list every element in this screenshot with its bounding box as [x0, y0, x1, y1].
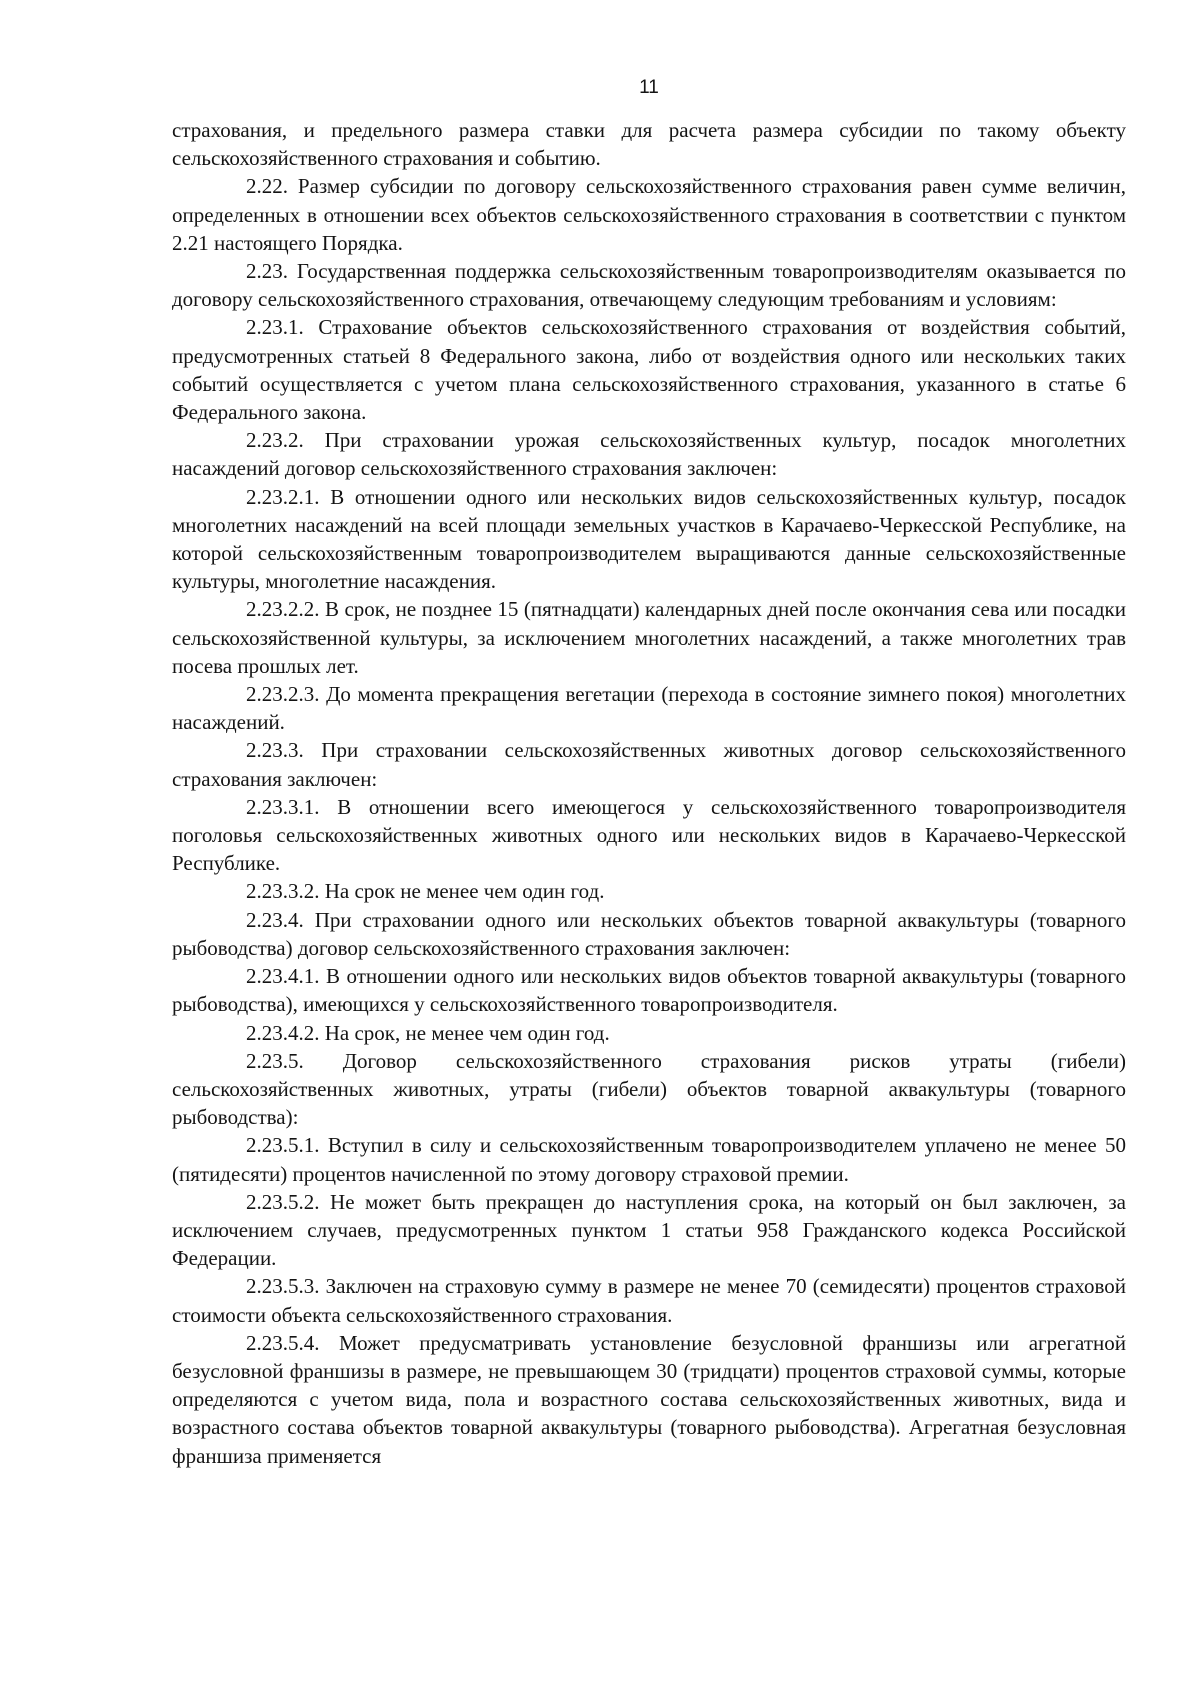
page-number: 11 [639, 77, 659, 98]
paragraph-2-23-1: 2.23.1. Страхование объектов сельскохозяйственного страхования от воздействия событий, предусмотренных статьей 8 Федерального закона, либо от воздействия одного или нескольких таких событий осуществляется с учетом плана сельскохозяйственного страхования, указанного в статье 6 Федерального закона. [172, 315, 1126, 425]
paragraph-2-23-4-2: 2.23.4.2. На срок, не менее чем один год. [246, 1020, 610, 1045]
paragraph-2-23-5-1: 2.23.5.1. Вступил в силу и сельскохозяйственным товаропроизводителем уплачено не менее 50 (пятидесяти) процентов начисленной по этому договору страховой премии. [172, 1133, 1126, 1186]
paragraph-2-23-2-1: 2.23.2.1. В отношении одного или нескольких видов сельскохозяйственных культур, посадок многолетних насаждений на всей площади земельных участков в Карачаево-Черкесской Республике, на которой сельскохозяйственным товаропроизводителем выращиваются данные сельскохозяйственные культуры, многолетние насаждения. [172, 484, 1126, 594]
paragraph-2-23-3-1: 2.23.3.1. В отношении всего имеющегося у сельскохозяйственного товаропроизводителя поголовья сельскохозяйственных животных одного или нескольких видов в Карачаево-Черкесской Республике. [172, 794, 1126, 876]
paragraph-2-23-2: 2.23.2. При страховании урожая сельскохозяйственных культур, посадок многолетних насаждений договор сельскохозяйственного страхования заключен: [172, 428, 1126, 481]
paragraph-2-23-5: 2.23.5. Договор сельскохозяйственного страхования рисков утраты (гибели) сельскохозяйственных животных, утраты (гибели) объектов товарной аквакультуры (товарного рыбоводства): [172, 1048, 1126, 1130]
paragraph-2-23-3: 2.23.3. При страховании сельскохозяйственных животных договор сельскохозяйственного страхования заключен: [172, 738, 1126, 791]
paragraph-2-23-2-3: 2.23.2.3. До момента прекращения вегетации (перехода в состояние зимнего покоя) многолетних насаждений. [172, 682, 1126, 735]
paragraph-2-23-5-3: 2.23.5.3. Заключен на страховую сумму в размере не менее 70 (семидесяти) процентов страховой стоимости объекта сельскохозяйственного страхования. [172, 1274, 1126, 1327]
paragraph-2-22: 2.22. Размер субсидии по договору сельскохозяйственного страхования равен сумме величин, определенных в отношении всех объектов сельскохозяйственного страхования в соответствии с пунктом 2.21 настоящего Порядка. [172, 174, 1126, 255]
paragraph-2-23-4-1: 2.23.4.1. В отношении одного или нескольких видов объектов товарной аквакультуры (товарного рыбоводства), имеющихся у сельскохозяйственного товаропроизводителя. [172, 964, 1126, 1017]
paragraph-2-23-5-4: 2.23.5.4. Может предусматривать установление безусловной франшизы или агрегатной безусловной франшизы в размере, не превышающем 30 (тридцати) процентов страховой суммы, которые определяются с учетом вида, пола и возрастного состава сельскохозяйственных животных, вида и возрастного состава объектов товарной аквакультуры (товарного рыбоводства). Агрегатная безусловная франшиза применяется [172, 1330, 1126, 1468]
paragraph-2-23-5-2: 2.23.5.2. Не может быть прекращен до наступления срока, на который он был заключен, за исключением случаев, предусмотренных пунктом 1 статьи 958 Гражданского кодекса Российской Федерации. [172, 1189, 1126, 1271]
paragraph-2-23-4: 2.23.4. При страховании одного или нескольких объектов товарной аквакультуры (товарного рыбоводства) договор сельскохозяйственного страхования заключен: [172, 907, 1126, 960]
paragraph-continuation: страхования, и предельного размера ставки для расчета размера субсидии по такому объекту сельскохозяйственного страхования и событию. [172, 118, 1126, 171]
paragraph-2-23: 2.23. Государственная поддержка сельскохозяйственным товаропроизводителям оказывается по договору сельскохозяйственного страхования, отвечающему следующим требованиям и условиям: [172, 259, 1126, 312]
document-page [172, 76, 1126, 1470]
paragraph-2-23-3-2: 2.23.3.2. На срок не менее чем один год. [246, 879, 605, 904]
paragraph-2-23-2-2: 2.23.2.2. В срок, не позднее 15 (пятнадцати) календарных дней после окончания сева или посадки сельскохозяйственной культуры, за исключением многолетних насаждений, а также многолетних трав посева прошлых лет. [172, 597, 1126, 678]
